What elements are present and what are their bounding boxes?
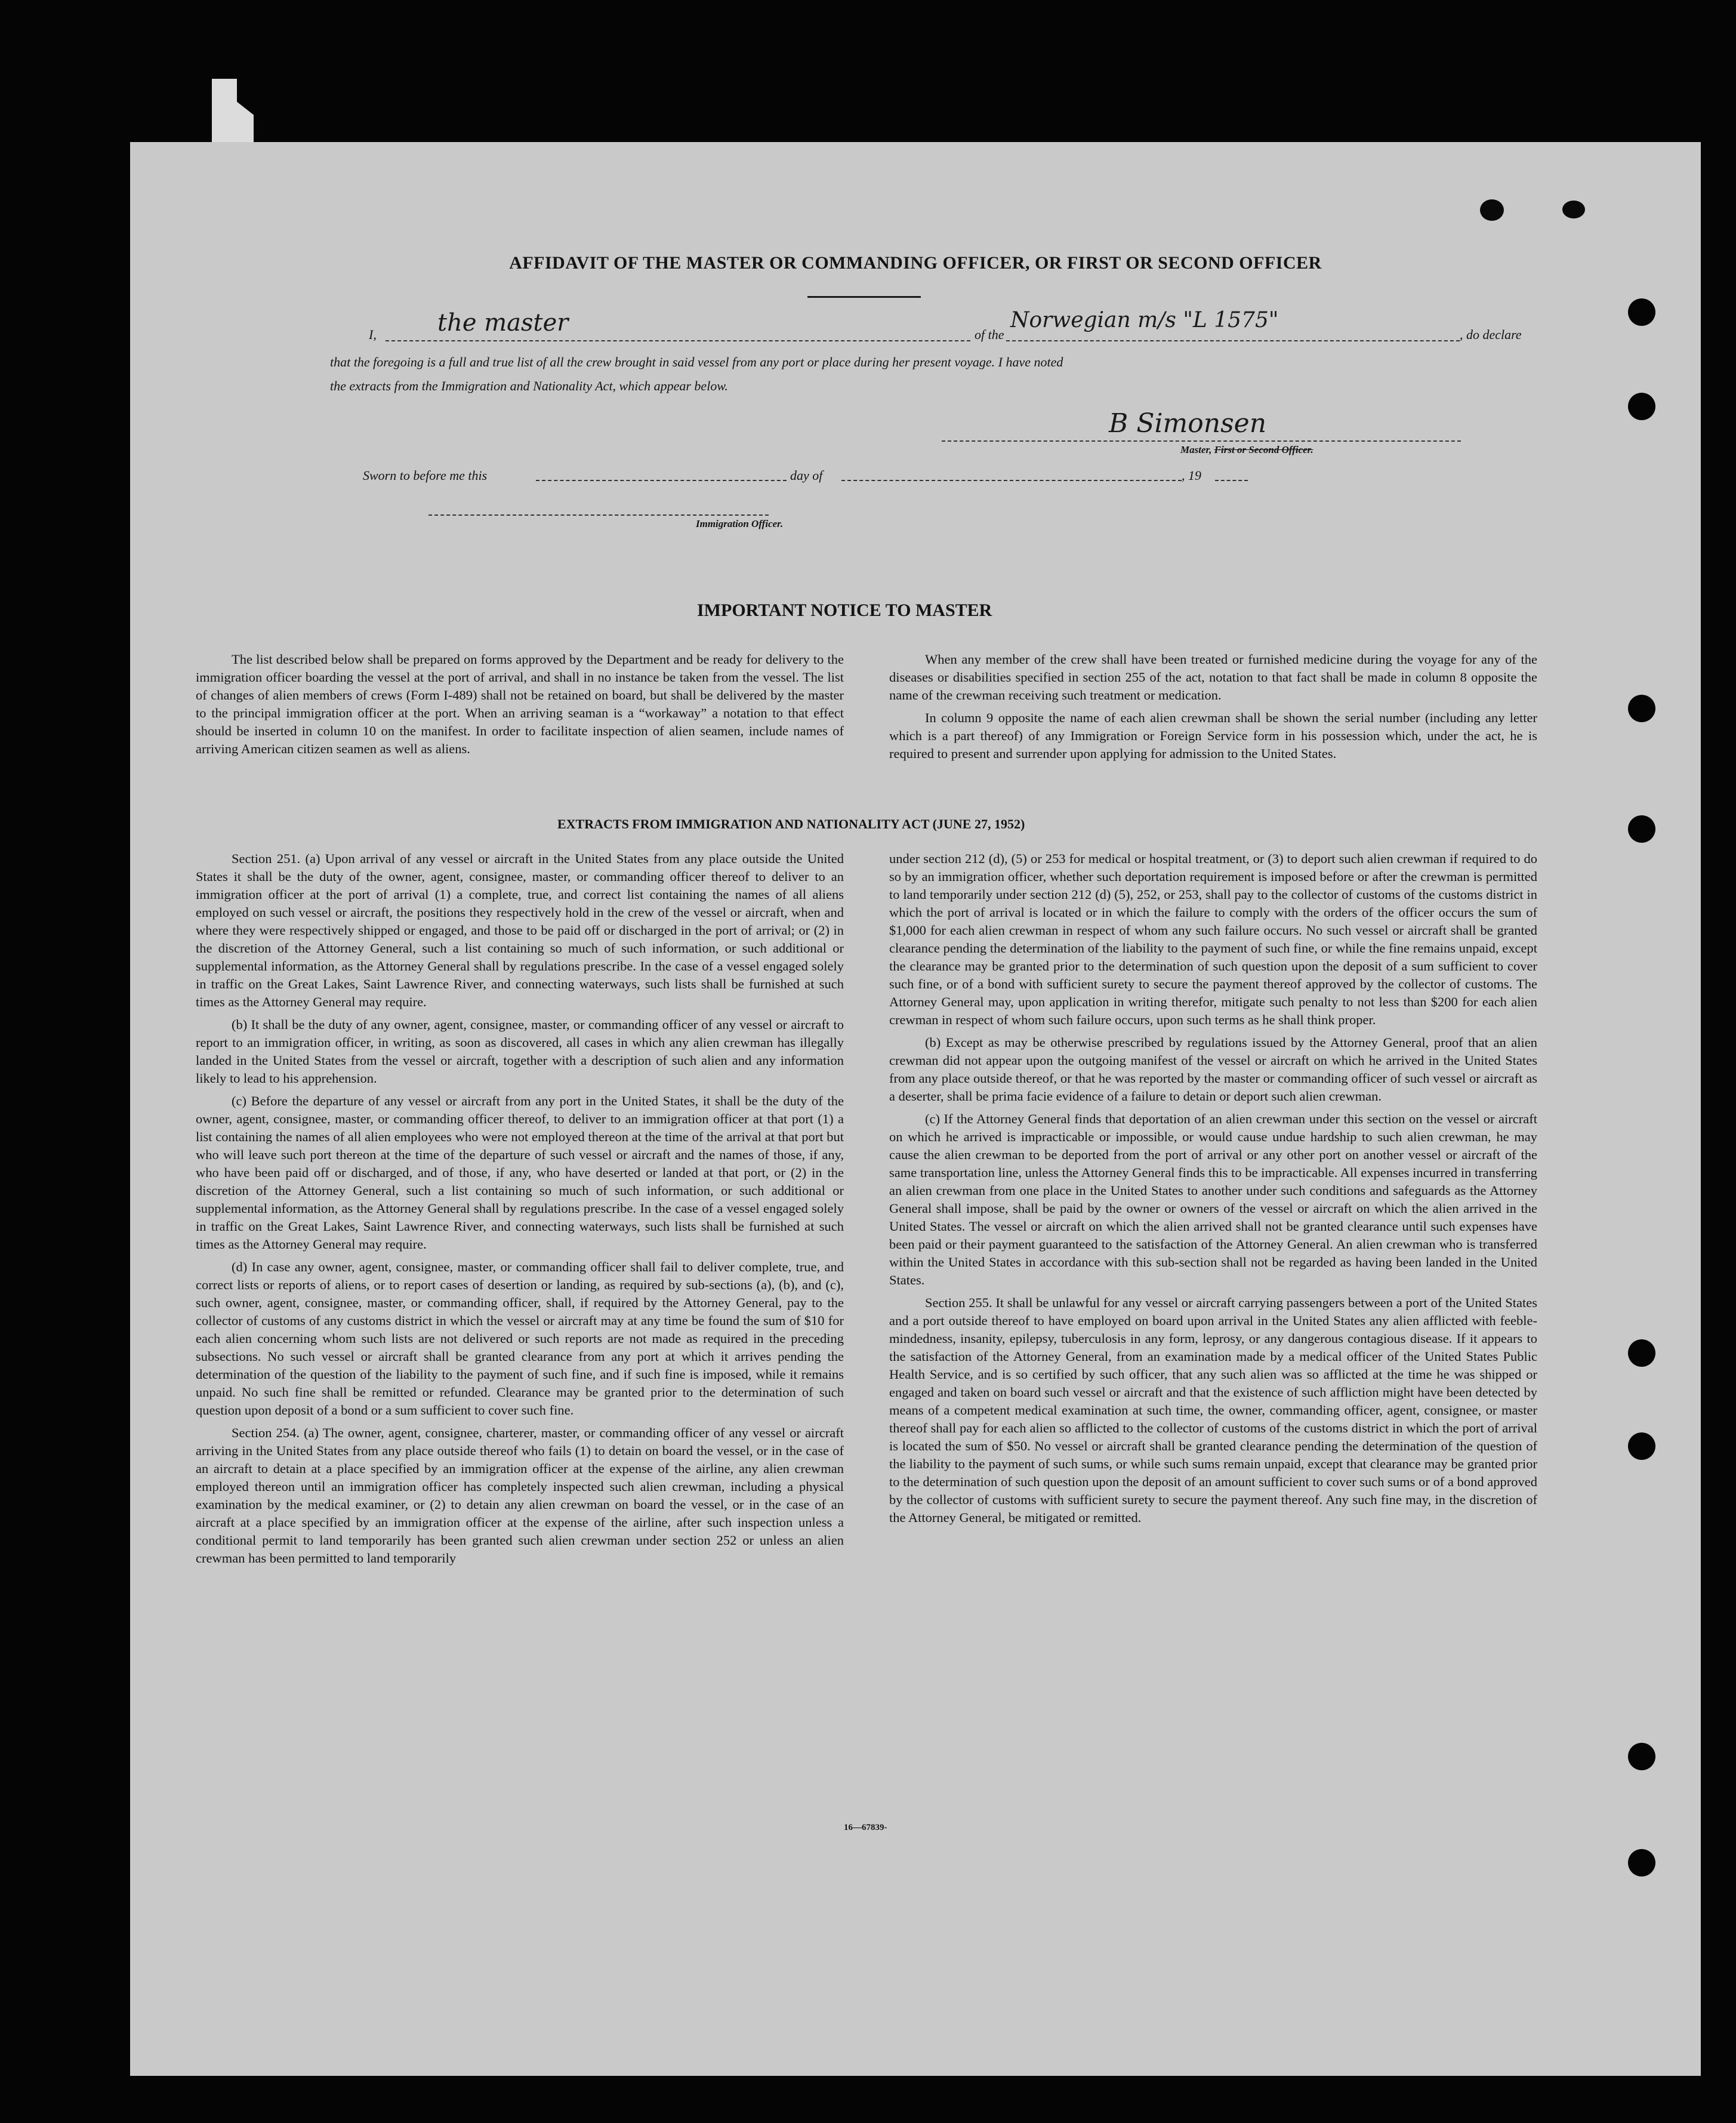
extracts-left-column (196, 850, 844, 1572)
officer-line (428, 514, 769, 516)
document-page (130, 142, 1701, 2076)
paper-tab (212, 79, 254, 144)
day-of-label: day of (790, 468, 823, 483)
signature-handwritten: B Simonsen (1109, 408, 1267, 439)
vessel-line (1006, 340, 1460, 341)
signature-line (942, 440, 1461, 442)
extracts-title: EXTRACTS FROM IMMIGRATION AND NATIONALITY ACT (JUNE 27, 1952) (557, 816, 1025, 831)
extract-paragraph: (c) Before the departure of any vessel or aircraft from any port in the United States, it shall be the duty of the owner, agent, consignee, master, or commanding officer thereof, to deliver to an immigration officer at that port (1) a list containing the names of all alien employees who were not employed thereon at the time of the arrival at that port but who will leave such port thereon at the time of the departure of such vessel or aircraft and the names of those, if any, who have been paid off or discharged, and of those, if any, who have deserted or landed at that port, or (2) in the discretion of the Attorney General, such a list containing so much of such information, or such additional or supplemental information, as the Attorney General shall by regulations prescribe. In the case of a vessel engaged solely in traffic on the Great Lakes, Saint Lawrence River, and connecting waterways, such lists shall be furnished at such times as the Attorney General may require. (196, 1093, 844, 1252)
punch-hole (1628, 815, 1655, 843)
extract-paragraph: Section 255. It shall be unlawful for any vessel or aircraft carrying passengers between a port of the United States and a port outside thereof to have employed on board upon arrival in the United States any alien afflicted with feeble-mindedness, insanity, epilepsy, tuberculosis in any form, leprosy, or any dangerous contagious disease. If it appears to the satisfaction of the Attorney General, from an examination made by a medical officer of the United States Public Health Service, and is so certified by such officer, that any such alien was so afflicted at the time he was shipped or engaged and taken on board such vessel or aircraft and that the existence of such affliction might have been detected by means of a competent medical examination at such time, the owner, commanding officer, agent, consignee, or master thereof shall pay for each alien so afflicted to the collector of customs of the customs district in which the port of arrival is located the sum of $50. No vessel or aircraft shall be granted clearance pending the determination of the question of the liability to the payment of such sums, or while such sums remain unpaid, except that clearance may be granted prior to the determination of such question upon the deposit of an amount sufficient to cover such sums or of a bond approved by the collector of customs with sufficient surety to secure the payment thereof. Any such fine may, in the discretion of the Attorney General, be mitigated or remitted. (889, 1295, 1537, 1525)
punch-hole (1628, 393, 1655, 420)
notice-left-paragraph: The list described below shall be prepared on forms approved by the Department and be ready for delivery to the immigration officer boarding the vessel at the port of arrival, and shall in no instance be taken from the vessel. The list of changes of alien members of crews (Form I-489) shall not be retained on board, but shall be delivered by the master to the principal immigration officer at the port. When an arriving seaman is a “workaway” a notation to that effect should be inserted in column 10 on the manifest. In order to facilitate inspection of alien seamen, include names of arriving American citizen seamen as well as aliens. (196, 652, 844, 756)
punch-hole (1628, 1743, 1655, 1770)
declaration-line-2: the extracts from the Immigration and Nationality Act, which appear below. (330, 378, 728, 393)
sworn-day-line (536, 480, 787, 481)
extract-paragraph: (d) In case any owner, agent, consignee, master, or commanding officer shall fail to deliver complete, true, and correct lists or reports of aliens, or to report cases of desertion or landing, as required by sub-sections (a), (b), and (c), such owner, agent, consignee, master, or commanding officer, shall, if required by the Attorney General, pay to the collector of customs of any customs district in which the vessel or aircraft may at any time be found the sum of $10 for each alien concerning whom such lists are not delivered or such reports are not made as required in the preceding subsections. No such vessel or aircraft shall be granted clearance from any port at which it arrives pending the determination of the question of the liability to the payment of such fine, and if such fine is imposed, while it remains unpaid. No such fine shall be remitted or refunded. Clearance may be granted prior to the determination of such question upon deposit of a bond or a sum sufficient to cover such fine. (196, 1259, 844, 1418)
of-the-label: of the (975, 327, 1004, 342)
punch-hole (1628, 298, 1655, 326)
extract-paragraph: Section 254. (a) The owner, agent, consignee, charterer, master, or commanding officer of any vessel or aircraft arriving in the United States from any place outside thereof who fails (1) to detain on board the vessel, or in the case of an aircraft to detain at a place specified by an immigration officer at the expense of the airline, any alien crewman employed thereon until an immigration officer has completely inspected such alien crewman, including a physical examination by the medical examiner, or (2) to detain any alien crewman on board the vessel, or in the case of an aircraft at a place specified by an immigration officer at the expense of the airline, after such inspection unless a conditional permit to land temporarily has been granted such alien crewman under section 252 or unless an alien crewman has been permitted to land temporarily (196, 1425, 844, 1566)
punch-hole (1628, 1339, 1655, 1367)
year-label: , 19 (1182, 468, 1201, 483)
punch-hole (1628, 1849, 1655, 1877)
punch-hole (1628, 695, 1655, 722)
do-declare-label: , do declare (1460, 327, 1522, 342)
notice-right-column (889, 651, 1537, 768)
affidavit-title: AFFIDAVIT OF THE MASTER OR COMMANDING OFFICER, OR FIRST OR SECOND OFFICER (509, 253, 1322, 273)
extract-paragraph: Section 251. (a) Upon arrival of any vessel or aircraft in the United States from any place outside the United States it shall be the duty of the owner, agent, consignee, master, or commanding officer thereof to deliver to an immigration officer at the port of arrival (1) a complete, true, and correct list containing the names of all aliens employed on such vessel or aircraft, the positions they respectively hold in the crew of the vessel or aircraft, when and where they were respectively shipped or engaged, and those to be paid off or discharged in the port of arrival; or (2) in the discretion of the Attorney General, such a list containing so much of such information, or such additional or supplemental information, as the Attorney General shall by regulations prescribe. In the case of a vessel engaged solely in traffic on the Great Lakes, Saint Lawrence River, and connecting waterways, such lists shall be furnished at such times as the Attorney General may require. (196, 851, 844, 1009)
sworn-month-line (841, 480, 1182, 481)
declaration-line-1: that the foregoing is a full and true list of all the crew brought in said vessel from any port or place during her present voyage. I have noted (330, 355, 1063, 369)
vessel-handwritten: Norwegian m/s "L 1575" (1010, 308, 1279, 332)
print-code: 16—67839- (844, 1823, 887, 1832)
notice-right-paragraph-2: In column 9 opposite the name of each alien crewman shall be shown the serial number (including any letter which is a part thereof) of any Immigration or Foreign Service form in his possession which, under the act, he is required to present and surrender upon applying for admission to the United States. (889, 710, 1537, 761)
title-rule (807, 296, 921, 298)
punch-hole (1628, 1432, 1655, 1460)
sworn-year-line (1215, 480, 1248, 481)
notice-right-paragraph-1: When any member of the crew shall have been treated or furnished medicine during the voyage for any of the diseases or disabilities specified in section 255 of the act, notation to that fact shall be made in column 8 opposite the name of the crewman receiving such treatment or medication. (889, 652, 1537, 702)
sworn-label: Sworn to before me this (363, 468, 488, 483)
notice-left-column (196, 651, 844, 763)
caption-master: Master, (1180, 444, 1212, 455)
name-line (386, 340, 970, 341)
extracts-right-column (889, 850, 1537, 1532)
name-handwritten: the master (437, 309, 569, 337)
notice-title: IMPORTANT NOTICE TO MASTER (697, 600, 992, 620)
caption-struck: First or Second Officer. (1214, 444, 1313, 455)
officer-caption: Immigration Officer. (696, 518, 784, 529)
extract-paragraph: (b) It shall be the duty of any owner, agent, consignee, master, or commanding officer of any vessel or aircraft to report to an immigration officer, in writing, as soon as discovered, all cases in which any alien crewman has illegally landed in the United States from the vessel or aircraft, together with a description of such alien and any information likely to lead to his apprehension. (196, 1017, 844, 1086)
extract-paragraph: (c) If the Attorney General finds that deportation of an alien crewman under this section on the vessel or aircraft on which he arrived is impracticable or impossible, or would cause undue hardship to such alien crewman, he may cause the alien crewman to be deported from the port of arrival or any other port on another vessel or aircraft of the same transportation line, unless the Attorney General finds this to be impracticable. All expenses incurred in transferring an alien crewman from one place in the United States to another under such conditions and safeguards as the Attorney General shall impose, shall be paid by the owner or owners of the vessel or aircraft on which the alien arrived in the United States. The vessel or aircraft on which the alien arrived shall not be granted clearance until such expenses have been paid or their payment guaranteed to the satisfaction of the Attorney General. An alien crewman who is transferred within the United States in accordance with this sub-section shall not be regarded as having been landed in the United States. (889, 1111, 1537, 1287)
i-label: I, (369, 327, 377, 342)
ink-spot (1562, 201, 1585, 218)
extract-paragraph: (b) Except as may be otherwise prescribed by regulations issued by the Attorney General, proof that an alien crewman did not appear upon the outgoing manifest of the vessel or aircraft on which he arrived in the United States from any place outside thereof, or that he was reported by the master or commanding officer of such vessel or aircraft as a deserter, shall be prima facie evidence of a failure to detain or deport such alien crewman. (889, 1035, 1537, 1104)
extract-paragraph: under section 212 (d), (5) or 253 for medical or hospital treatment, or (3) to deport such alien crewman if required to do so by an immigration officer, whether such deportation requirement is imposed before or after the crewman is permitted to land temporarily under section 212 (d) (5), 252, or 253, shall pay to the collector of customs of the customs district in which the port of arrival is located or in which the failure to comply with the orders of the officer occurs the sum of $1,000 for each alien crewman in respect of whom any such failure occurs. No such vessel or aircraft shall be granted clearance pending the determination of the liability to the payment of such fine, or while the fine remains unpaid, except the clearance may be granted prior to the determination of such question upon the deposit of a sum sufficient to cover such fine, or of a bond with sufficient surety to secure the payment thereof approved by the collector of customs. The Attorney General may, upon application in writing therefor, mitigate such penalty to not less than $200 for each alien crewman in respect of whom such failure occurs, upon such terms as he shall think proper. (889, 851, 1537, 1027)
signature-caption (1180, 444, 1313, 456)
ink-spot (1480, 199, 1504, 221)
